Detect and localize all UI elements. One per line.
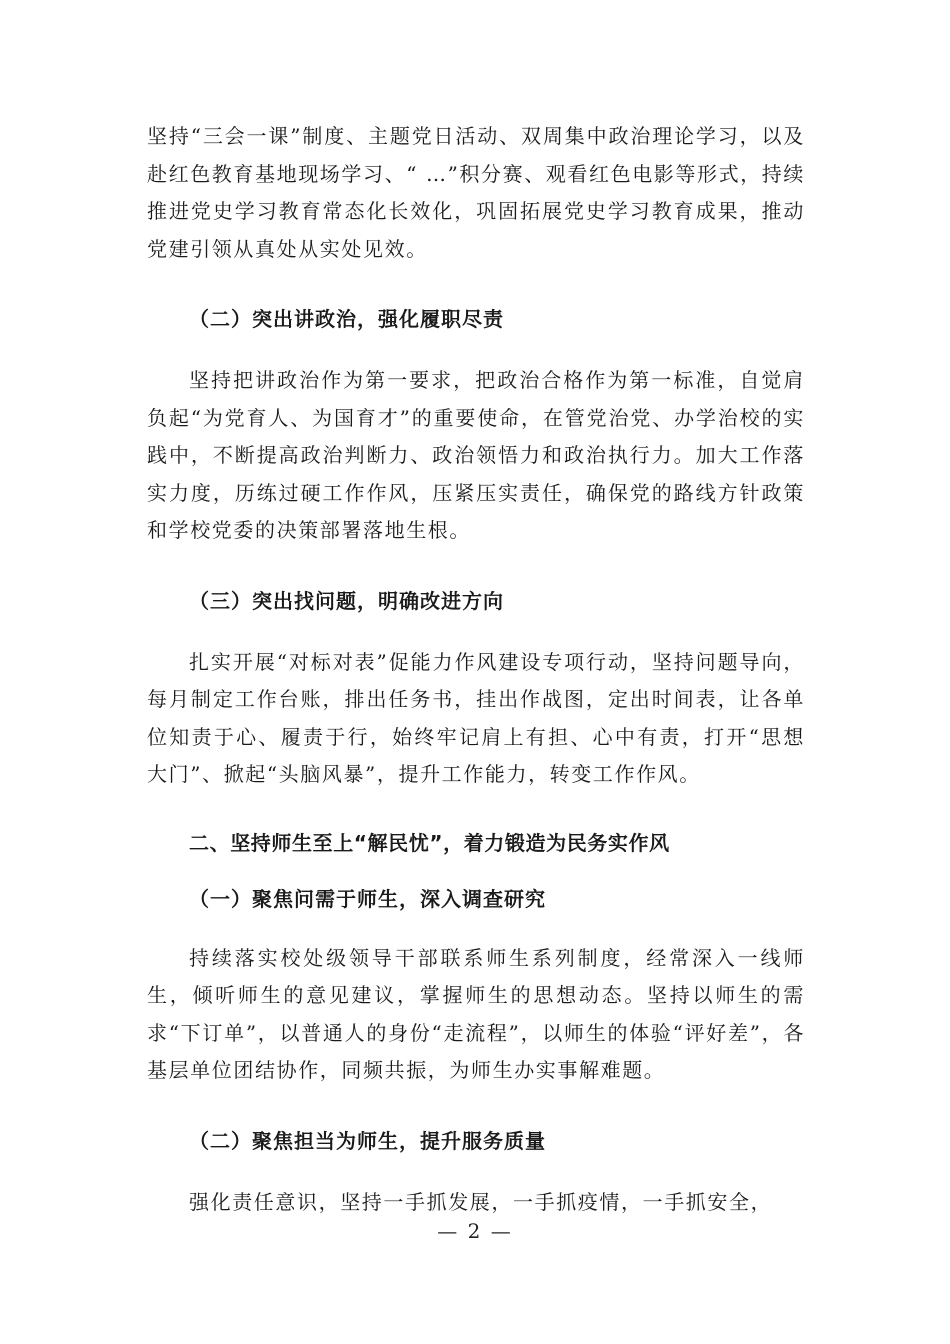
- paragraph-responsibility: 强化责任意识，坚持一手抓发展，一手抓疫情，一手抓安全，: [189, 1189, 773, 1214]
- paragraph-party-history-study: 坚持“三会一课”制度、主题党日活动、双周集中政治理论学习，以及赴红色教育基地现场学习、“ …”积分赛、观看红色电影等形式，持续推进党史学习教育常态化长效化，巩固拓展党史学习教育成果，推动党建引领从真处从实处见效。: [147, 124, 806, 261]
- paragraph-contact-system: 持续落实校处级领导干部联系师生系列制度，经常深入一线师生，倾听师生的意见建议，掌握师生的思想动态。坚持以师生的需求“下订单”，以普通人的身份“走流程”，以师生的体验“评好差”，各基层单位团结协作，同频共振，为师生办实事解难题。: [147, 945, 805, 1082]
- paragraph-politics-requirement: 坚持把讲政治作为第一要求，把政治合格作为第一标准，自觉肩负起“为党育人、为国育才”的重要使命，在管党治党、办学治校的实践中，不断提高政治判断力、政治领悟力和政治执行力。加大工作落实力度，历练过硬工作作风，压紧压实责任，确保党的路线方针政策和学校党委的决策部署落地生根。: [147, 368, 805, 542]
- paragraph-benchmark-action: 扎实开展“对标对表”促能力作风建设专项行动，坚持问题导向，每月制定工作台账，排出任务书，挂出作战图，定出时间表，让各单位知责于心、履责于行，始终牢记肩上有担、心中有责，打开“思想大门”、掀起“头脑风暴”，提升工作能力，转变工作作风。: [147, 649, 805, 786]
- heading-find-problems: （三）突出找问题，明确改进方向: [189, 588, 504, 613]
- page-number: — 2 —: [437, 1219, 513, 1243]
- heading-focus-needs: （一）聚焦问需于师生，深入调查研究: [189, 886, 546, 911]
- heading-teachers-students-first: 二、坚持师生至上“解民忧”，着力锻造为民务实作风: [189, 830, 670, 855]
- page-content: [147, 118, 805, 1221]
- heading-service-quality: （二）聚焦担当为师生，提升服务质量: [189, 1128, 546, 1153]
- heading-emphasize-politics: （二）突出讲政治，强化履职尽责: [189, 307, 504, 331]
